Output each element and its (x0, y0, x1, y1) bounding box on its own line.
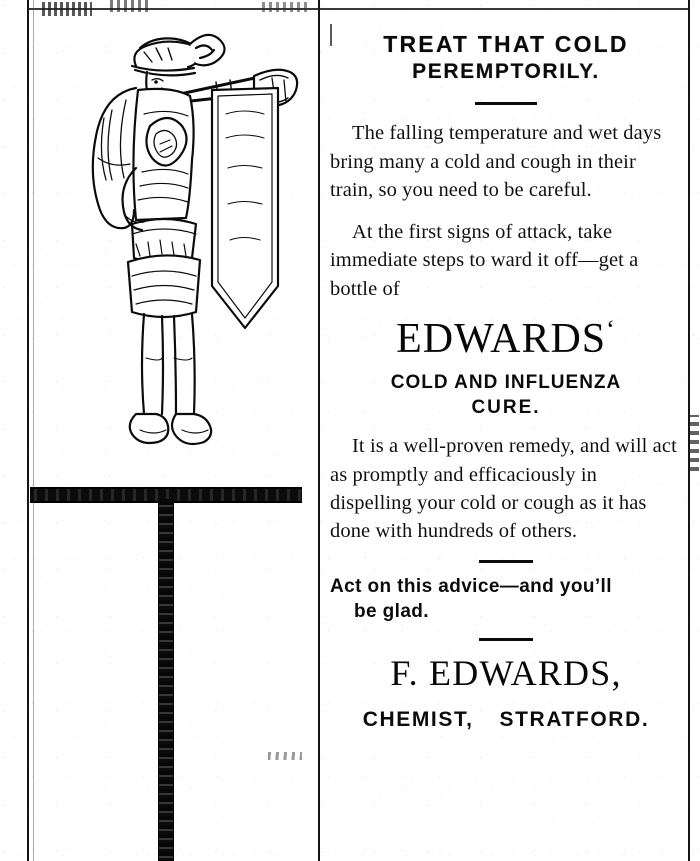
advertisement-copy (330, 30, 682, 732)
product-name-line-2: CURE. (471, 396, 541, 418)
print-smudge-bottom-left (268, 752, 302, 760)
signature-divider (479, 638, 533, 641)
herald-illustration (40, 18, 305, 488)
callout-line-1: Act on this advice—and you’ll (330, 575, 612, 597)
shop-town: STRATFORD. (499, 707, 650, 731)
ad-paragraph-1: The falling temperature and wet days bring many a cold and cough in their train, so you need to be careful. (330, 122, 662, 201)
page-edge-mark (690, 415, 699, 471)
brand-name-text: EDWARDS (396, 316, 607, 362)
brand-apostrophe: ‘ (606, 315, 616, 344)
left-column-rule-secondary (33, 0, 34, 861)
ad-paragraph-3: It is a well-proven remedy, and will act as promptly and efficaciously in dispelling your cold or cough as it has done with hundreds of others. (330, 435, 677, 543)
callout-line-2: be glad. (354, 601, 429, 623)
print-smudge-top-center (110, 0, 150, 12)
shop-trade: CHEMIST, (362, 707, 474, 731)
advertiser-signature: F. EDWARDS, (390, 652, 622, 693)
center-column-rule (318, 0, 320, 861)
ad-headline (330, 30, 682, 86)
ad-callout (330, 574, 682, 625)
illustration-vertical-post (158, 499, 174, 861)
brand-name (330, 315, 682, 363)
headline-line-1: TREAT THAT COLD (383, 31, 629, 57)
left-column-rule (27, 0, 29, 861)
product-name (330, 371, 682, 420)
callout-divider (479, 560, 533, 563)
print-smudge-top-right (262, 2, 308, 12)
ad-paragraph-2: At the first signs of attack, take immediate steps to ward it off—get a bottle of (330, 221, 639, 300)
headline-divider (475, 102, 537, 105)
headline-line-2: PEREMPTORILY. (412, 60, 600, 84)
print-smudge-top-left (42, 2, 92, 16)
product-name-line-1: COLD AND INFLUENZA (390, 372, 622, 393)
shop-details (330, 708, 682, 732)
